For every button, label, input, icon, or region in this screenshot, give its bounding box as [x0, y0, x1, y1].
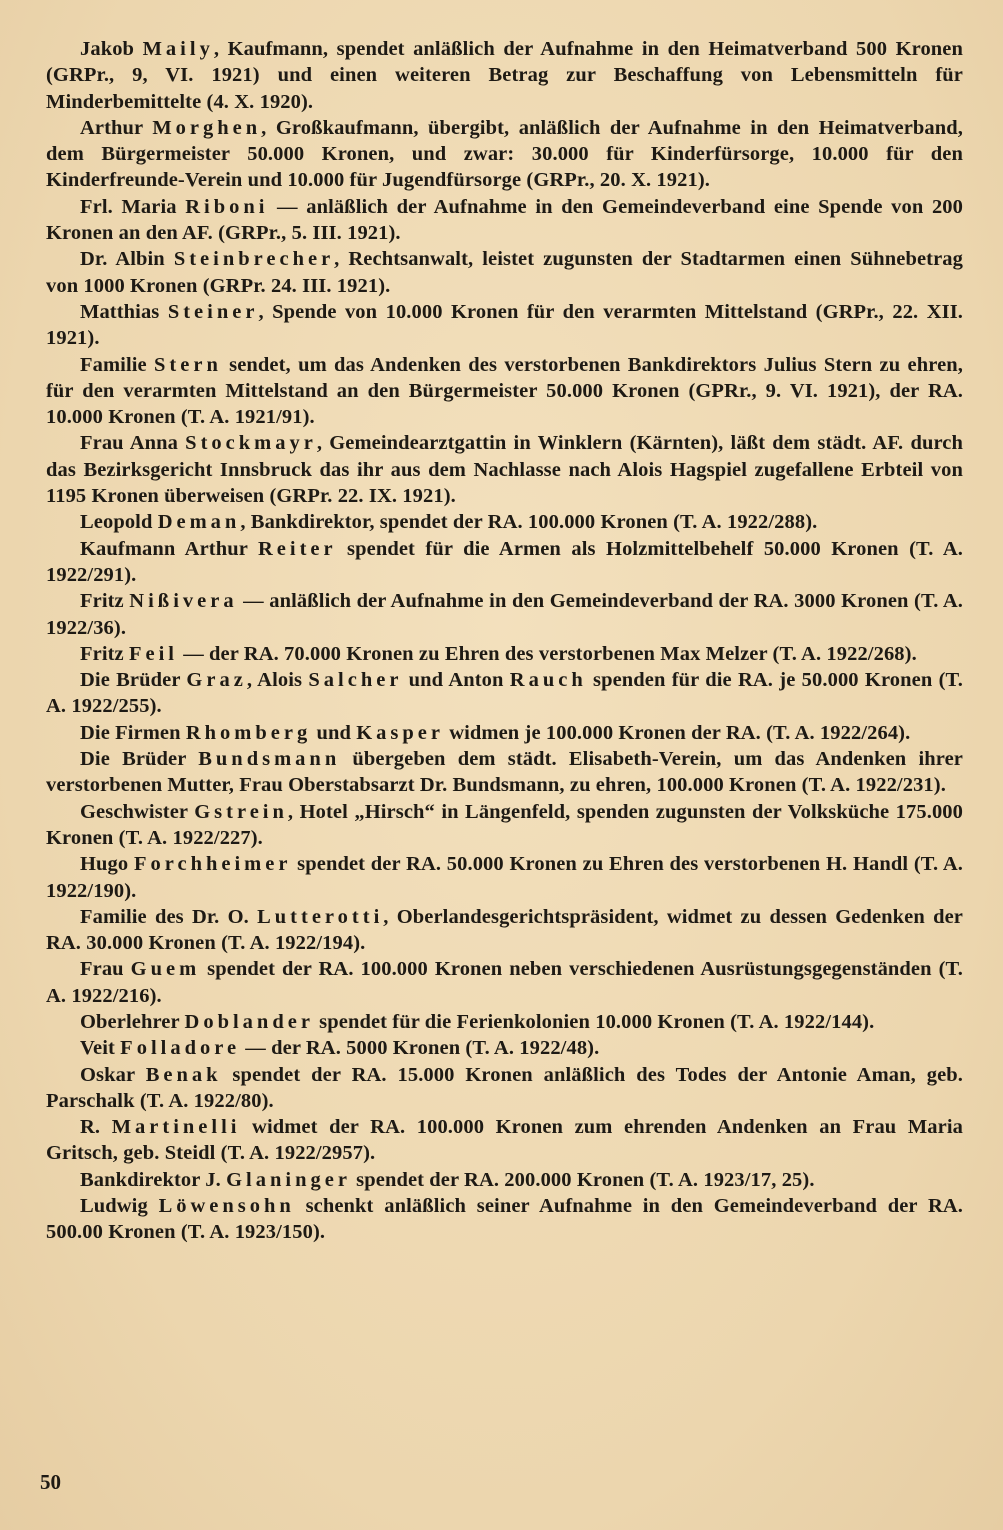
donation-entry [46, 36, 963, 115]
donation-entry [46, 430, 963, 509]
entry-text: Jakob [80, 38, 143, 60]
donation-entry [46, 509, 963, 535]
donor-name: Stockmayr [185, 432, 317, 455]
entry-text: Frl. Maria [80, 195, 186, 218]
donor-name: Martinelli [111, 1116, 241, 1139]
donor-name: Deman [157, 511, 241, 534]
donation-entry [46, 115, 963, 194]
donor-name: Forchheimer [133, 853, 292, 876]
entry-text: Frau Anna [80, 432, 186, 455]
donation-entry [46, 904, 963, 957]
entry-text: Die Brüder [80, 669, 187, 692]
donation-entry [46, 1193, 963, 1246]
entry-text: Arthur [80, 116, 153, 139]
donor-name: Nißivera [129, 590, 238, 613]
donation-entry [46, 1167, 963, 1193]
entry-text: , Kaufmann, spendet anläßlich der Aufnahme in den Heimatverband 500 Kronen (GRPr., 9, VI. 1921) und einen weiteren Betrag zur Beschaffung von Lebensmitteln für Minderbemittelte (4. X. 1920). [46, 38, 963, 113]
entry-text: — anläßlich der Aufnahme in den Gemeindeverband eine Spende von 200 Kronen an den AF. (GRPr., 5. III. 1921). [46, 195, 964, 245]
entry-text: Fritz [80, 642, 129, 665]
entry-text: übergeben dem städt. Elisabeth-Verein, um das Andenken ihrer verstorbenen Mutter, Frau Oberstabsarzt Dr. Bundsmann, zu ehren, 100.000 Kronen (T. A. 1922/231). [46, 748, 963, 797]
entry-text: — der RA. 70.000 Kronen zu Ehren des verstorbenen Max Melzer (T. A. 1922/268). [177, 642, 917, 665]
entry-text: sendet, um das Andenken des verstorbenen Bankdirektors Julius Stern zu ehren, für den verarmten Mittelstand an den Bürgermeister 50.000 Kronen (GPRr., 9. VI. 1921), der RA. 10.000 Kronen (T. A. 1921/91). [46, 353, 963, 429]
entry-text: — anläßlich der Aufnahme in den Gemeindeverband der RA. 3000 Kronen (T. A. 1922/36). [46, 590, 964, 639]
entry-text: Fritz [80, 590, 130, 613]
donation-entry [46, 956, 963, 1009]
entry-text: spendet der RA. 50.000 Kronen zu Ehren des verstorbenen H. Handl (T. A. 1922/190). [46, 853, 963, 902]
entry-text: Familie [80, 353, 155, 376]
donation-entry [46, 246, 963, 299]
entry-text: Oberlehrer [80, 1010, 185, 1033]
donation-entry [46, 588, 963, 641]
donor-name: Maily [142, 38, 214, 60]
entry-text: und [311, 721, 357, 744]
donor-name: Gstrein [194, 800, 288, 823]
entry-text: Dr. Albin [80, 248, 174, 271]
entry-text: spendet der RA. 100.000 Kronen neben verschiedenen Ausrüstungsgegenständen (T. A. 1922/216). [46, 958, 963, 1007]
donation-entry [46, 667, 963, 720]
entry-text: spendet für die Armen als Holzmittelbehelf 50.000 Kronen (T. A. 1922/291). [46, 537, 963, 586]
donor-name: Löwensohn [158, 1195, 295, 1218]
entry-text: , Gemeindearztgattin in Winklern (Kärnten), läßt dem städt. AF. durch das Bezirksgericht Innsbruck das ihr aus dem Nachlasse nach Alois Hagspiel zugefallene Erbteil von 1195 Kronen überweisen (GRPr. 22. IX. 1921). [46, 432, 963, 508]
donation-entry [46, 299, 963, 352]
donation-entries [46, 36, 963, 1246]
donation-entry [46, 799, 963, 852]
entry-text: und Anton [402, 669, 510, 692]
entry-text: spendet der RA. 200.000 Kronen (T. A. 1923/17, 25). [350, 1168, 815, 1191]
entry-text: Hugo [80, 853, 134, 876]
entry-text: Die Firmen [80, 721, 186, 744]
donor-name: Lutterotti [257, 905, 384, 928]
entry-text: Frau [80, 958, 131, 981]
entry-text: , Alois [246, 669, 309, 692]
entry-text: Familie des Dr. O. [80, 905, 258, 928]
donor-name: Riboni [185, 195, 269, 218]
donor-name: Steiner [167, 300, 259, 323]
entry-text: widmet der RA. 100.000 Kronen zum ehrenden Andenken an Frau Maria Gritsch, geb. Steidl (T. A. 1922/2957). [46, 1116, 963, 1165]
donation-entry [46, 1062, 963, 1115]
entry-text: Matthias [80, 300, 168, 323]
entry-text: Ludwig [80, 1195, 159, 1218]
donor-name: Morghen [152, 116, 262, 139]
donor-name: Feil [128, 642, 178, 665]
entry-text: Bankdirektor J. [80, 1168, 227, 1191]
entry-text: Veit [80, 1037, 121, 1060]
entry-text: , Bankdirektor, spendet der RA. 100.000 Kronen (T. A. 1922/288). [240, 511, 818, 534]
entry-text: Oskar [80, 1063, 146, 1086]
entry-text: spendet der RA. 15.000 Kronen anläßlich des Todes der Antonie Aman, geb. Parschalk (T. A. 1922/80). [46, 1063, 963, 1112]
entry-text: , Hotel „Hirsch“ in Längenfeld, spenden zugunsten der Volksküche 175.000 Kronen (T. A. 1922/227). [46, 800, 964, 849]
donor-name: Graz [186, 669, 247, 692]
donor-name: Rauch [509, 669, 587, 692]
donation-entry [46, 536, 963, 589]
donor-name: Folladore [120, 1037, 241, 1060]
entry-text: , Oberlandesgerichtspräsident, widmet zu dessen Gedenken der RA. 30.000 Kronen (T. A. 1922/194). [46, 905, 963, 955]
entry-text: widmen je 100.000 Kronen der RA. (T. A. 1922/264). [443, 721, 911, 744]
entry-text: , Spende von 10.000 Kronen für den verarmten Mittelstand (GRPr., 22. XII. 1921). [46, 300, 964, 350]
donor-name: Stern [154, 353, 222, 376]
page-number: 50 [40, 1470, 61, 1494]
entry-text: , Großkaufmann, übergibt, anläßlich der Aufnahme in den Heimatverband, dem Bürgermeister 50.000 Kronen, und zwar: 30.000 für Kinderfürsorge, 10.000 für den Kinderfreunde-Verein und 10.000 für Jugendfürsorge (GRPr., 20. X. 1921). [46, 116, 963, 192]
entry-text: spenden für die RA. je 50.000 Kronen (T. A. 1922/255). [46, 669, 964, 718]
donation-entry [46, 746, 963, 799]
donor-name: Rhomberg [185, 721, 312, 744]
donation-entry [46, 641, 963, 667]
donor-name: Steinbrecher [173, 248, 335, 271]
donation-entry [46, 1035, 963, 1061]
entry-text: schenkt anläßlich seiner Aufnahme in den Gemeindeverband der RA. 500.00 Kronen (T. A. 1923/150). [46, 1195, 963, 1244]
donor-name: Guem [130, 958, 201, 981]
donation-entry [46, 194, 963, 247]
donation-entry [46, 1009, 963, 1035]
donor-name: Salcher [308, 669, 403, 692]
entry-text: Die Brüder [80, 748, 199, 771]
entry-text: Geschwister [80, 800, 195, 823]
donor-name: Bundsmann [198, 748, 341, 771]
donation-entry [46, 352, 963, 431]
donor-name: Benak [145, 1063, 222, 1086]
entry-text: R. [80, 1116, 112, 1139]
donor-name: Kasper [356, 721, 444, 744]
entry-text: Kaufmann Arthur [80, 537, 258, 560]
donation-entry [46, 1114, 963, 1167]
entry-text: — der RA. 5000 Kronen (T. A. 1922/48). [240, 1037, 600, 1060]
donor-name: Glaninger [226, 1168, 351, 1191]
entry-text: spendet für die Ferienkolonien 10.000 Kronen (T. A. 1922/144). [313, 1010, 875, 1033]
donation-entry [46, 720, 963, 746]
donation-entry [46, 851, 963, 904]
donor-name: Reiter [257, 537, 337, 560]
entry-text: Leopold [80, 511, 158, 534]
donor-name: Doblander [184, 1010, 314, 1033]
entry-text: , Rechtsanwalt, leistet zugunsten der Stadtarmen einen Sühnebetrag von 1000 Kronen (GRPr. 24. III. 1921). [46, 248, 964, 297]
